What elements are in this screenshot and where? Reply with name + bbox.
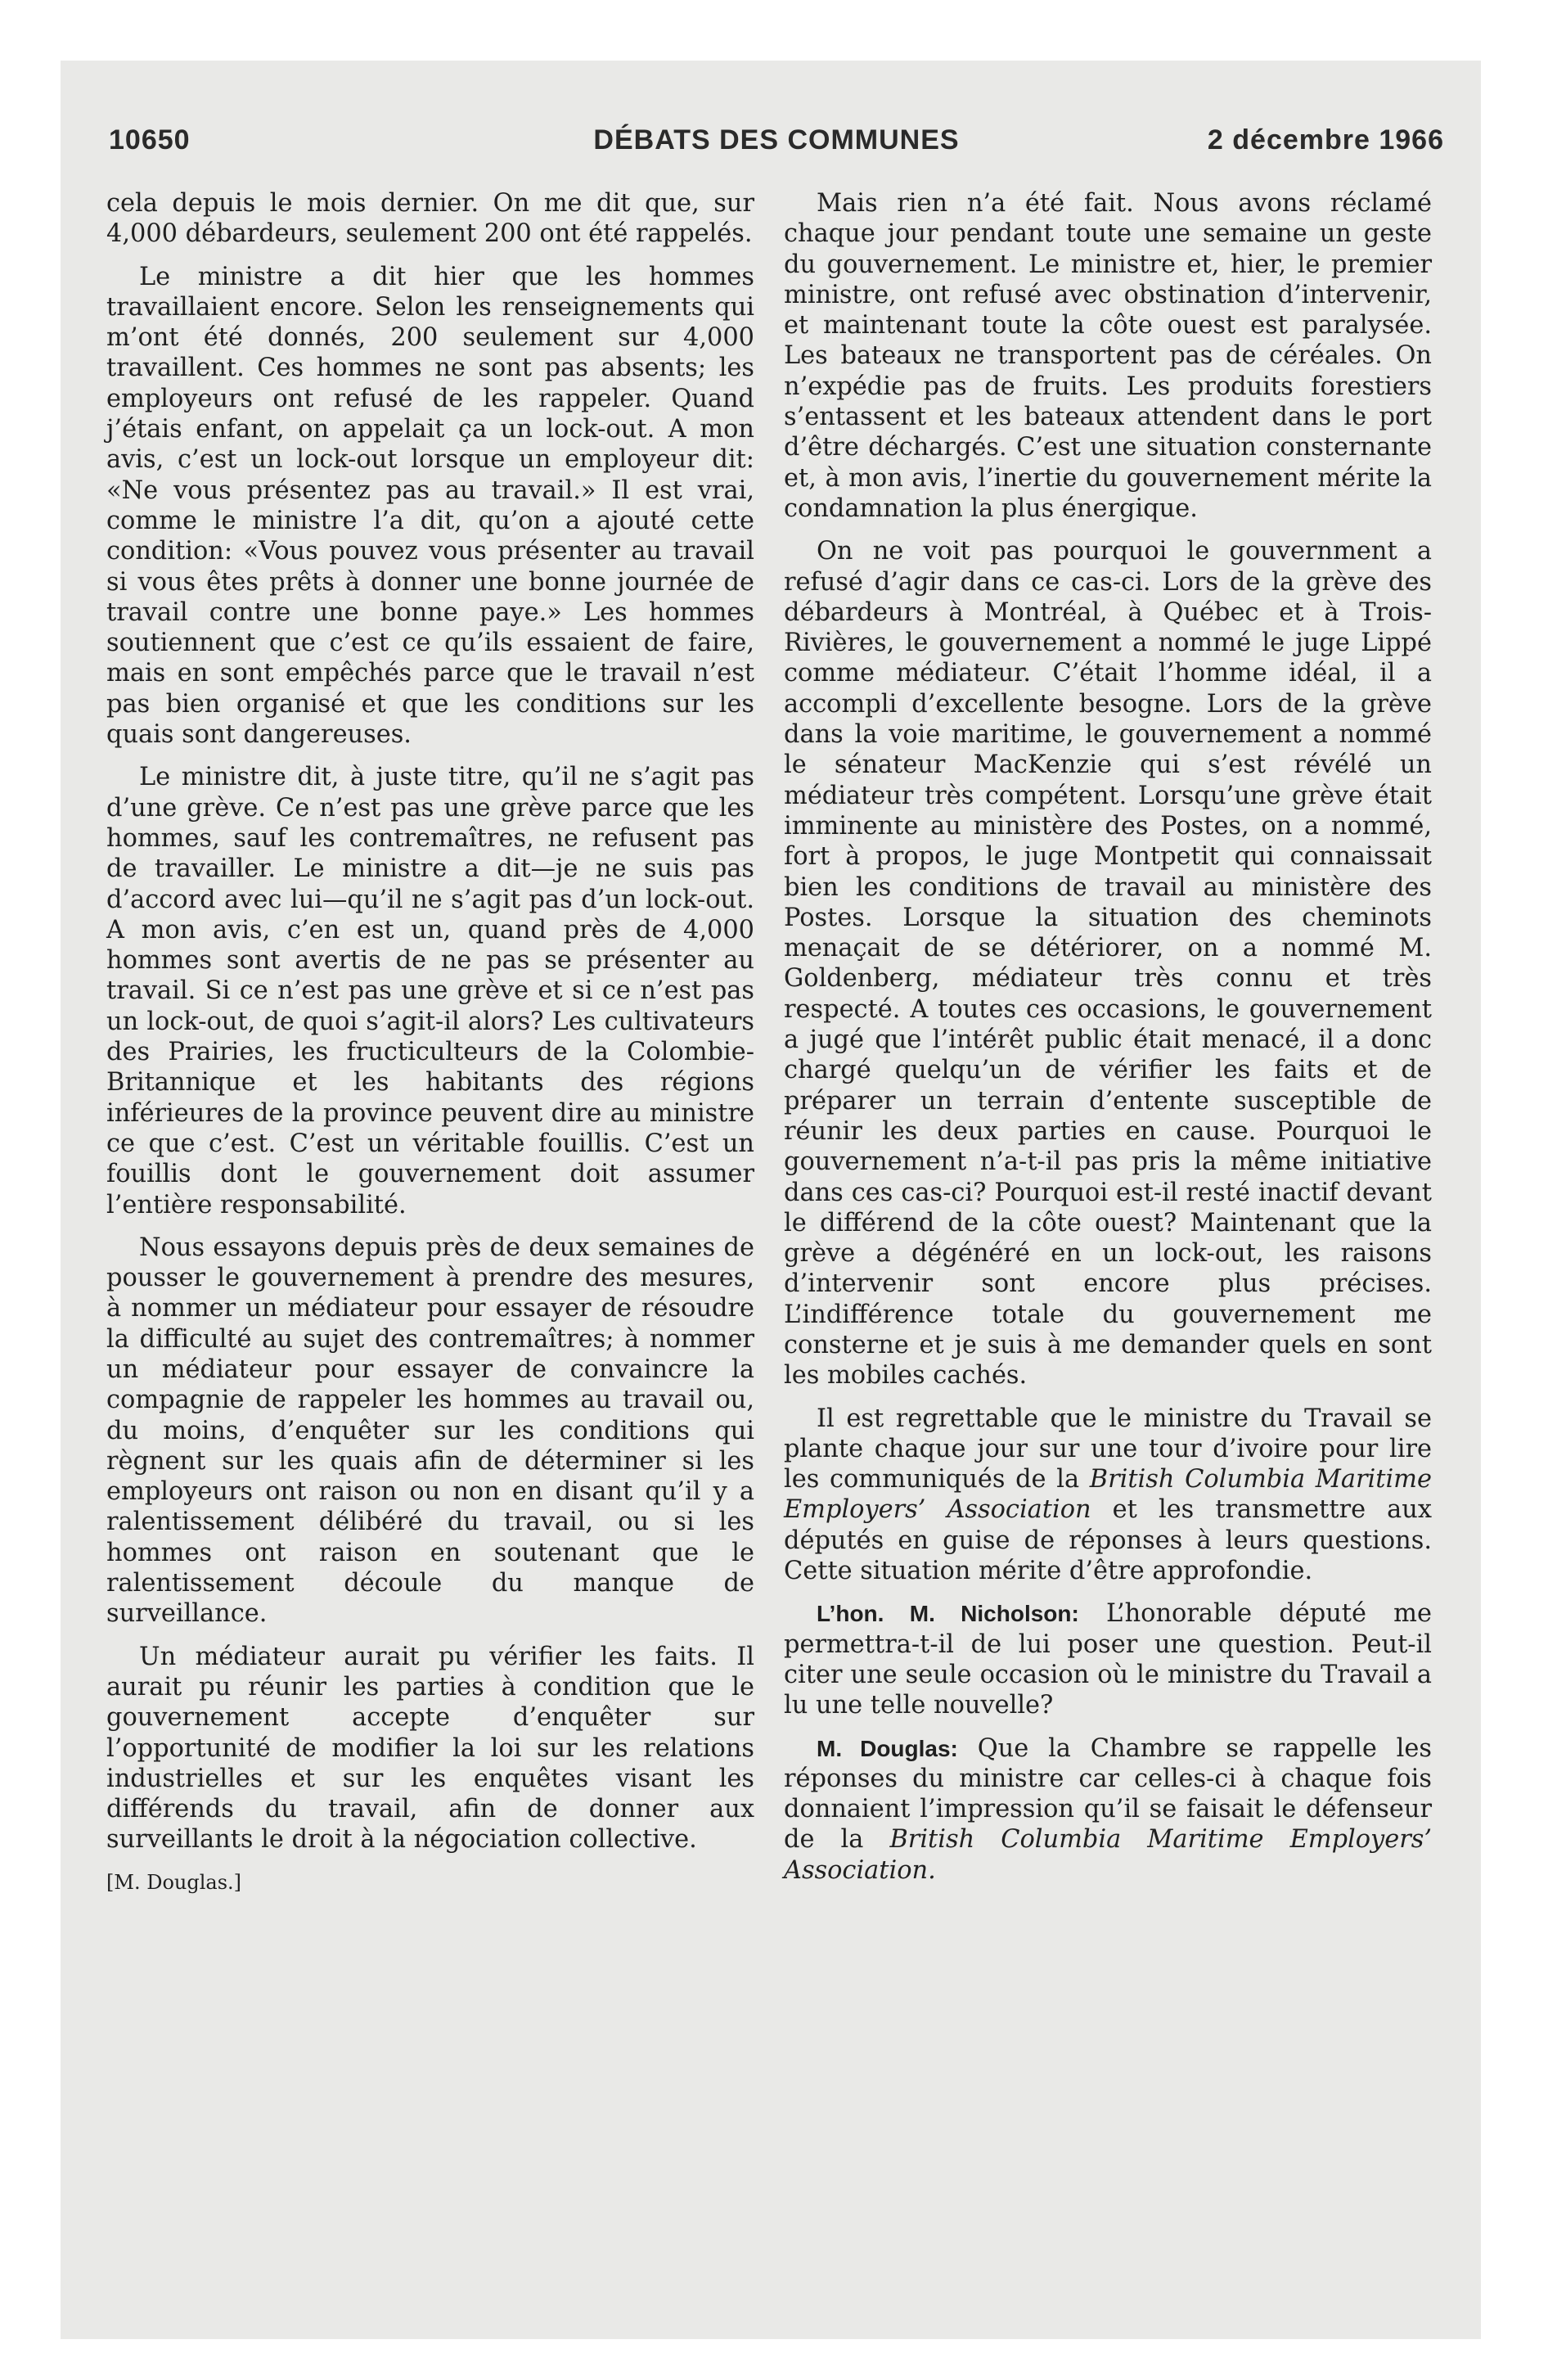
- italic-organization-name: British Columbia Maritime Employers’ Association: [784, 1465, 1432, 1525]
- paragraph: Un médiateur aurait pu vérifier les faits. Il aurait pu réunir les parties à condition que le gouvernement accepte d’enquêter sur l’opportunité de modifier la loi sur les relations industrielles et sur les enquêtes visant les différends du travail, afin de donner aux surveillants le droit à la négociation collective.: [106, 1642, 754, 1855]
- right-column: [784, 188, 1432, 1898]
- page-number: 10650: [109, 124, 191, 156]
- text-run: et les transmettre aux députés en guise de réponses à leurs questions. Cette situation mérite d’être approfondie.: [784, 1495, 1432, 1586]
- paragraph: Mais rien n’a été fait. Nous avons réclamé chaque jour pendant toute une semaine un geste du gouvernement. Le ministre et, hier, le premier ministre, ont refusé avec obstination d’intervenir, et maintenant toute la côte ouest est paralysée. Les bateaux ne transportent pas de céréales. On n’expédie pas de fruits. Les produits forestiers s’entassent et les bateaux attendent dans le port d’être déchargés. C’est une situation consternante et, à mon avis, l’inertie du gouvernement mérite la condamnation la plus énergique.: [784, 189, 1432, 523]
- speaker-name: M. Douglas:: [817, 1735, 958, 1761]
- speech-text: Que la Chambre se rappelle les réponses du ministre car celles-ci à chaque fois donnaient l’impression qu’il se faisait le défenseur de la: [784, 1733, 1432, 1855]
- paragraph: Le ministre dit, à juste titre, qu’il ne s’agit pas d’une grève. Ce n’est pas une grève parce que les hommes, sauf les contremaîtres, ne refusent pas de travailler. Le ministre a dit—je ne suis pas d’accord avec lui—qu’il ne s’agit pas d’un lock-out. A mon avis, c’en est un, quand près de 4,000 hommes sont avertis de ne pas se présenter au travail. Si ce n’est pas une grève et si ce n’est pas un lock-out, de quoi s’agit-il alors? Les cultivateurs des Prairies, les fructiculteurs de la Colombie-Britannique et les habitants des régions inférieures de la province peuvent dire au ministre ce que c’est. C’est un véritable fouillis. C’est un fouillis dont le gouvernement doit assumer l’entière responsabilité.: [106, 763, 754, 1219]
- speaker-name: L’hon. M. Nicholson:: [817, 1601, 1079, 1627]
- speech-paragraph: [784, 1598, 1432, 1720]
- page-date: 2 décembre 1966: [1207, 124, 1444, 156]
- speech-paragraph: [784, 1733, 1432, 1886]
- left-column: [106, 188, 754, 1910]
- speaker-signature: [M. Douglas.]: [106, 1870, 241, 1894]
- paragraph: [784, 1404, 1432, 1587]
- paragraph: On ne voit pas pourquoi le gouvernment a refusé d’agir dans ce cas-ci. Lors de la grève des débardeurs à Montréal, à Québec et à Trois-Rivières, le gouvernement a nommé le juge Lippé comme médiateur. C’était l’homme idéal, il a accompli d’excellente besogne. Lors de la grève dans la voie maritime, le gouvernement a nommé le sénateur MacKenzie qui s’est révélé un médiateur très compétent. Lorsqu’une grève était imminente au ministère des Postes, on a nommé, fort à propos, le juge Montpetit qui connaissait bien les conditions de travail au ministère des Postes. Lorsque la situation des cheminots menaçait de se détériorer, on a nommé M. Goldenberg, médiateur très connu et très respecté. A toutes ces occasions, le gouvernement a jugé que l’intérêt public était menacé, il a donc chargé quelqu’un de vérifier les faits et de préparer un terrain d’entente susceptible de réunir les deux parties en cause. Pourquoi le gouvernement n’a-t-il pas pris la même initiative dans ces cas-ci? Pourquoi est-il resté inactif devant le différend de la côte ouest? Maintenant que la grève a dégénéré en un lock-out, les raisons d’intervenir sont encore plus précises. L’indifférence totale du gouvernement me consterne et je suis à me demander quels en sont les mobiles cachés.: [784, 537, 1432, 1391]
- page-header: [109, 124, 1444, 164]
- italic-organization-name: British Columbia Maritime Employers’ Association.: [784, 1825, 1432, 1885]
- paragraph: Le ministre a dit hier que les hommes travaillaient encore. Selon les renseignements qui m’ont été donnés, 200 seulement sur 4,000 travaillent. Ces hommes ne sont pas absents; les employeurs ont refusé de les rappeler. Quand j’étais enfant, on appelait ça un lock-out. A mon avis, c’est un lock-out lorsque un employeur dit: «Ne vous présentez pas au travail.» Il est vrai, comme le ministre l’a dit, qu’on a ajouté cette condition: «Vous pouvez vous présenter au travail si vous êtes prêts à donner une bonne journée de travail contre une bonne paye.» Les hommes soutiennent que c’est ce qu’ils essaient de faire, mais en sont empêchés parce que le travail n’est pas bien organisé et que les conditions sur les quais sont dangereuses.: [106, 262, 754, 750]
- text-run: Il est regrettable que le ministre du Travail se plante chaque jour sur une tour d’ivoire pour lire les communiqués de la: [784, 1404, 1432, 1494]
- paragraph: cela depuis le mois dernier. On me dit que, sur 4,000 débardeurs, seulement 200 ont été rappelés.: [106, 189, 754, 249]
- paragraph: Nous essayons depuis près de deux semaines de pousser le gouvernement à prendre des mesures, à nommer un médiateur pour essayer de résoudre la difficulté au sujet des contremaîtres; à nommer un médiateur pour essayer de convaincre la compagnie de rappeler les hommes au travail ou, du moins, d’enquêter sur les conditions qui règnent sur les quais afin de déterminer si les employeurs ont raison ou non en disant qu’il y a ralentissement délibéré du travail, ou si les hommes ont raison en soutenant que le ralentissement découle du manque de surveillance.: [106, 1233, 754, 1629]
- speech-text: L’honorable député me permettra-t-il de lui poser une question. Peut-il citer une seule occasion où le ministre du Travail a lu une telle nouvelle?: [784, 1599, 1432, 1720]
- publication-title: DÉBATS DES COMMUNES: [593, 124, 960, 156]
